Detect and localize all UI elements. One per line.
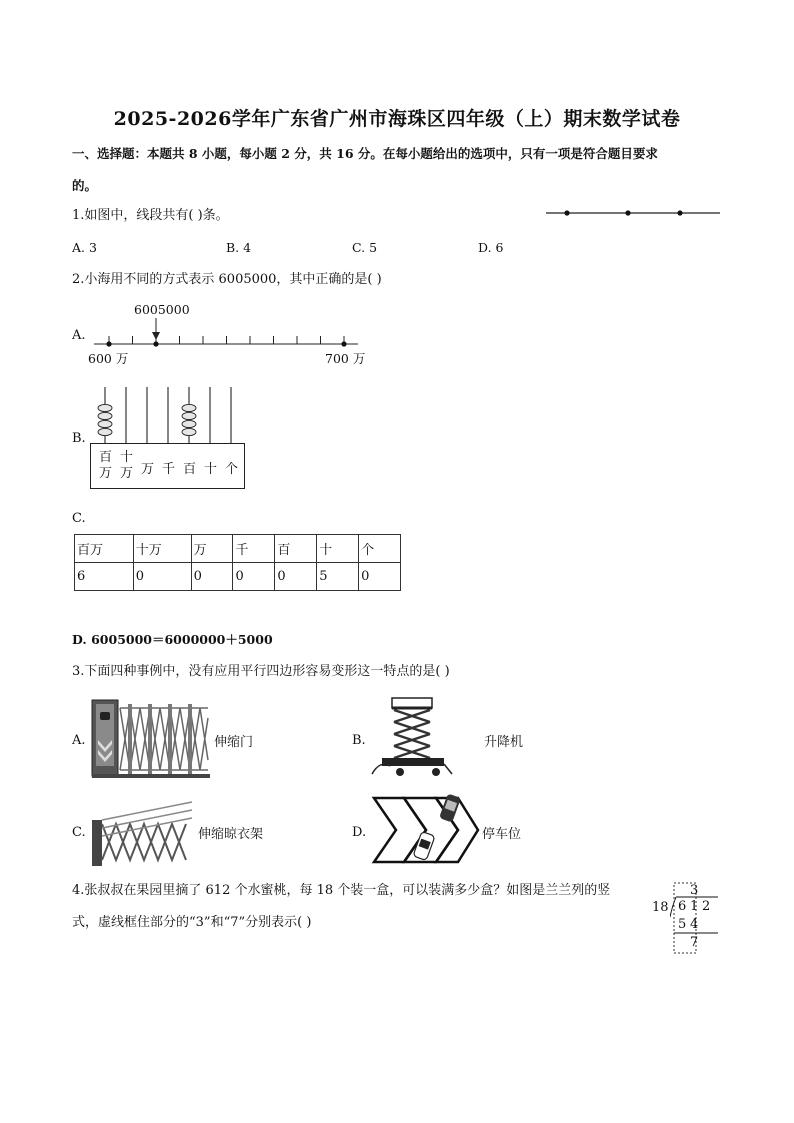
q2-a-left-label: 600 万	[88, 351, 129, 366]
q3-option-c-letter[interactable]: C.	[72, 825, 86, 840]
division-remainder: 7	[690, 935, 699, 950]
q2-option-b-label[interactable]: B.	[72, 431, 86, 446]
telescopic-gate-image	[90, 694, 212, 780]
table-header-cell: 十	[317, 535, 359, 563]
q3-option-b-name: 升降机	[484, 735, 524, 750]
drying-rack-image	[88, 798, 196, 870]
q1-option-d[interactable]: D. 6	[478, 240, 504, 255]
q2-a-arrow-label: 6005000	[134, 302, 190, 317]
q1-option-c[interactable]: C. 5	[352, 240, 378, 255]
table-header-cell: 万	[191, 535, 233, 563]
table-header-row	[75, 535, 401, 563]
q3-option-c-name: 伸缩晾衣架	[198, 827, 264, 842]
division-dividend-digit: 2	[702, 899, 711, 914]
q2-a-right-label: 700 万	[325, 351, 366, 366]
q1-option-a[interactable]: A. 3	[72, 240, 97, 255]
q2-abacus-rods	[88, 385, 248, 443]
q2-option-a-label[interactable]: A.	[72, 328, 86, 343]
table-cell: 0	[133, 563, 191, 591]
table-cell: 0	[233, 563, 275, 591]
table-header-cell: 百万	[75, 535, 134, 563]
section-header-line2: 的。	[72, 178, 98, 193]
q3-option-a-name: 伸缩门	[214, 735, 254, 750]
q4-stem-line2: 式，虚线框住部分的“3”和“7”分别表示( )	[72, 915, 312, 930]
q4-stem-line1: 4.张叔叔在果园里摘了 612 个水蜜桃，每 18 个装一盒，可以装满多少盒？如图是兰兰列的竖	[72, 883, 611, 898]
q2-abacus-place-qian: 千	[162, 462, 176, 477]
table-cell: 0	[191, 563, 233, 591]
division-dividend-digit: 6	[678, 899, 687, 914]
q2-abacus-place-baiwan-top: 百	[99, 450, 113, 465]
q2-abacus-place-ge: 个	[225, 462, 239, 477]
q2-option-c-label[interactable]: C.	[72, 511, 86, 526]
q3-option-d-letter[interactable]: D.	[352, 825, 367, 840]
table-header-cell: 个	[359, 535, 401, 563]
parking-spaces-image	[370, 794, 482, 866]
q2-abacus-place-wan: 万	[141, 462, 155, 477]
q1-option-b[interactable]: B. 4	[226, 240, 252, 255]
division-product-digit: 4	[690, 917, 699, 932]
q2-abacus-place-shiwan-top: 十	[120, 450, 134, 465]
table-cell: 0	[275, 563, 317, 591]
division-product-digit: 5	[678, 917, 687, 932]
table-cell: 6	[75, 563, 134, 591]
table-header-cell: 千	[233, 535, 275, 563]
q2-place-value-table	[74, 534, 401, 591]
table-header-cell: 百	[275, 535, 317, 563]
page-title: 2025-2026学年广东省广州市海珠区四年级（上）期末数学试卷	[113, 108, 681, 130]
q2-abacus-place-baiwan-bottom: 万	[99, 466, 113, 481]
q3-option-a-letter[interactable]: A.	[72, 733, 86, 748]
q2-option-d[interactable]: D. 6005000＝6000000＋5000	[72, 632, 273, 647]
scissor-lift-image	[370, 694, 454, 780]
division-quotient: 3	[690, 883, 699, 898]
q1-segment-figure	[544, 205, 724, 221]
q3-stem: 3.下面四种事例中，没有应用平行四边形容易变形这一特点的是( )	[72, 664, 450, 679]
q3-option-d-name: 停车位	[482, 827, 522, 842]
table-cell: 0	[359, 563, 401, 591]
q2-abacus-place-bai: 百	[183, 462, 197, 477]
q2-stem: 2.小海用不同的方式表示 6005000，其中正确的是( )	[72, 272, 382, 287]
q1-stem: 1.如图中，线段共有( )条。	[72, 208, 229, 223]
table-cell: 5	[317, 563, 359, 591]
table-header-cell: 十万	[133, 535, 191, 563]
q2-number-line	[92, 318, 362, 350]
division-dividend-digit: 1	[690, 899, 699, 914]
table-row	[75, 563, 401, 591]
division-divisor: 18	[652, 900, 669, 915]
q2-abacus-place-shiwan-bottom: 万	[120, 466, 134, 481]
q2-abacus-place-shi: 十	[204, 462, 218, 477]
section-header-line1: 一、选择题：本题共 8 小题，每小题 2 分，共 16 分。在每小题给出的选项中，只有一项是符合题目要求	[72, 146, 658, 161]
q3-option-b-letter[interactable]: B.	[352, 733, 366, 748]
